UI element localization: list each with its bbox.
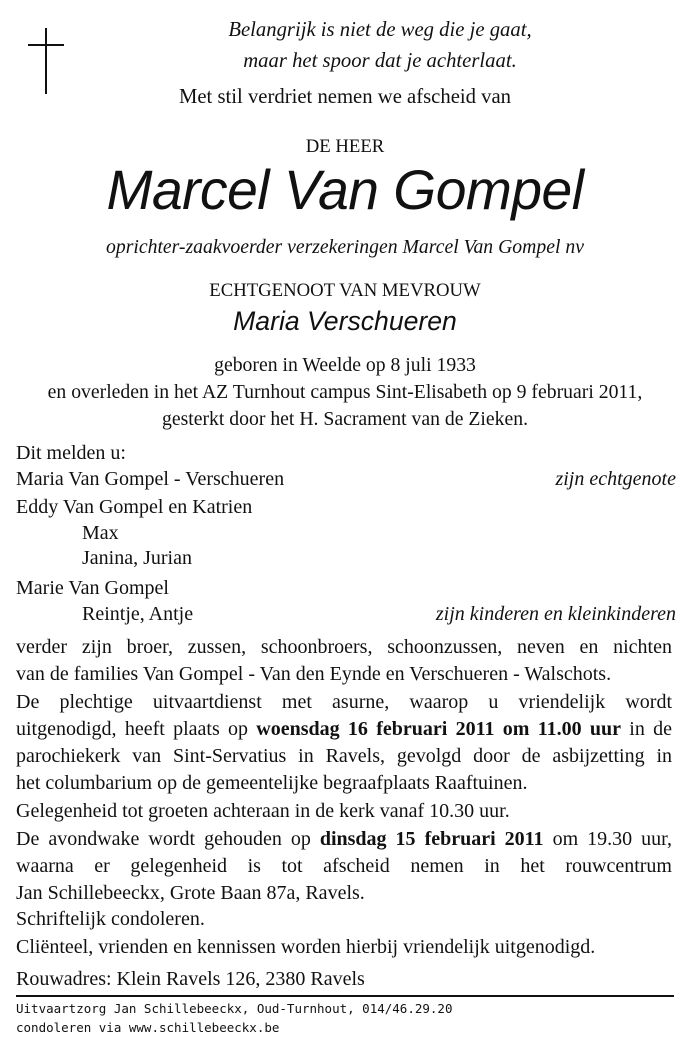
- footer-divider: [16, 995, 674, 997]
- deceased-role: oprichter-zaakvoerder verzekeringen Marcel Van Gompel nv: [106, 236, 584, 258]
- service-paragraph: [16, 689, 672, 797]
- family-child-1: Eddy Van Gompel en Katrien: [16, 496, 253, 518]
- sacrament-info: gesterkt door het H. Sacrament van de Zieken.: [161, 408, 529, 430]
- family-intro: Dit melden u:: [16, 442, 126, 464]
- clients-paragraph: [16, 934, 672, 961]
- service-line-3: parochiekerk van Sint-Servatius in Ravels, gevolgd door de asbijzetting in: [16, 745, 672, 767]
- wake-text-b: om 19.30 uur,: [543, 828, 672, 850]
- spouse-name: Maria Verschueren: [233, 306, 457, 336]
- wake-line-3: Jan Schillebeeckx, Grote Baan 87a, Ravels.: [16, 882, 365, 904]
- family-wife: Maria Van Gompel - Verschueren: [16, 468, 285, 490]
- service-text-b: in de: [621, 718, 672, 740]
- wake-text-a: De avondwake wordt gehouden op: [16, 828, 320, 850]
- wife-relation: zijn echtgenote: [555, 468, 676, 490]
- address-line: Rouwadres: Klein Ravels 126, 2380 Ravels: [16, 968, 365, 990]
- condolences-line: Schriftelijk condoleren.: [16, 908, 205, 930]
- service-text-a: uitgenodigd, heeft plaats op: [16, 718, 257, 740]
- service-line-4: het columbarium op de gemeentelijke begraafplaats Raaftuinen.: [16, 772, 528, 794]
- relatives-line-2: van de families Van Gompel - Van den Eynde en Verschueren - Walschots.: [16, 663, 612, 685]
- condolences-paragraph: [16, 906, 672, 933]
- wake-date: dinsdag 15 februari 2011: [319, 828, 544, 850]
- greeting-paragraph: [16, 798, 672, 825]
- spouse-label: ECHTGENOOT VAN MEVROUW: [209, 280, 481, 301]
- children-relation: zijn kinderen en kleinkinderen: [435, 603, 676, 625]
- honorific-title: DE HEER: [305, 136, 385, 157]
- family-grandchild-3: Reintje, Antje: [82, 603, 194, 625]
- wake-paragraph: [16, 826, 672, 907]
- footer-funeral-home: Uitvaartzorg Jan Schillebeeckx, Oud-Turnhout, 014/46.29.20: [16, 1001, 453, 1016]
- family-grandchild-1: Max: [82, 522, 119, 544]
- quote-line-2: maar het spoor dat je achterlaat.: [243, 50, 517, 72]
- greeting-line: Gelegenheid tot groeten achteraan in de kerk vanaf 10.30 uur.: [16, 800, 510, 822]
- footer-condolence-site: condoleren via www.schillebeeckx.be: [16, 1020, 280, 1035]
- birth-info: geboren in Weelde op 8 juli 1933: [214, 354, 476, 376]
- death-info: en overleden in het AZ Turnhout campus Sint-Elisabeth op 9 februari 2011,: [47, 381, 643, 403]
- wake-line-1: [16, 826, 672, 853]
- relatives-line-1: verder zijn broer, zussen, schoonbroers, schoonzussen, neven en nichten: [16, 636, 672, 658]
- clients-line: Cliënteel, vrienden en kennissen worden hierbij vriendelijk uitgenodigd.: [16, 936, 596, 958]
- intro-text: Met stil verdriet nemen we afscheid van: [178, 86, 512, 108]
- service-line-2: [16, 716, 672, 743]
- quote-line-1: Belangrijk is niet de weg die je gaat,: [228, 19, 532, 41]
- wake-line-2: waarna er gelegenheid is tot afscheid nemen in het rouwcentrum: [16, 855, 672, 877]
- service-date: woensdag 16 februari 2011 om 11.00 uur: [256, 718, 621, 740]
- family-child-2: Marie Van Gompel: [16, 577, 169, 599]
- relatives-paragraph: [16, 634, 672, 688]
- address-paragraph: [16, 966, 672, 993]
- family-grandchild-2: Janina, Jurian: [82, 547, 192, 569]
- service-line-1: De plechtige uitvaartdienst met asurne, waarop u vriendelijk wordt: [16, 691, 672, 713]
- deceased-name: Marcel Van Gompel: [106, 159, 584, 221]
